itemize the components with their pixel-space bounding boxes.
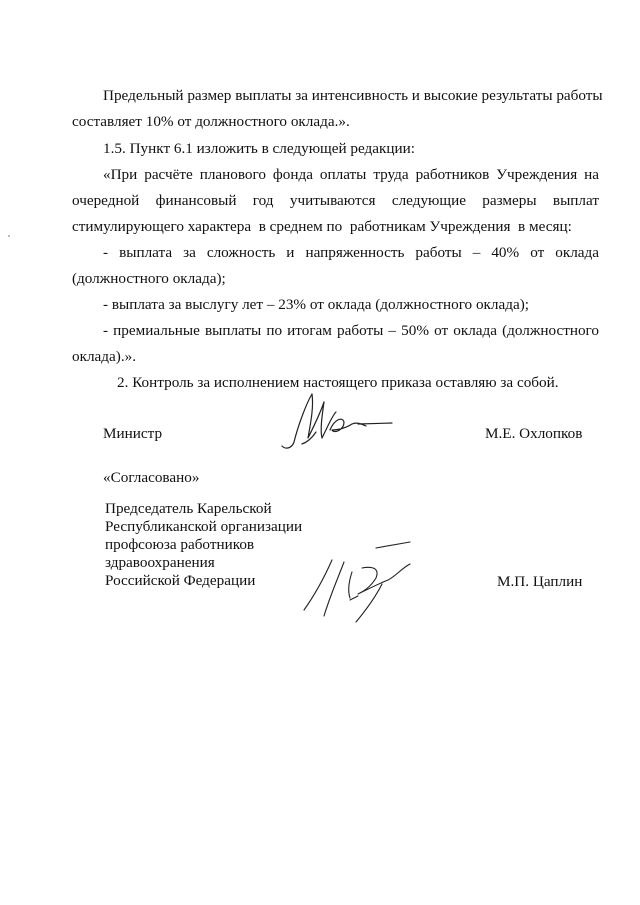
bullet-3-line-2: оклада).».: [72, 348, 137, 365]
scan-mark: [8, 235, 10, 237]
item-2: 2. Контроль за исполнением настоящего приказа оставляю за собой.: [117, 374, 559, 391]
chairman-title-line-5: Российской Федерации: [105, 572, 256, 589]
item-1-5: 1.5. Пункт 6.1 изложить в следующей редакции:: [103, 140, 416, 157]
minister-name: М.Е. Охлопков: [485, 425, 583, 442]
bullet-3-line-1: - премиальные выплаты по итогам работы – 50% от оклада (должностного: [103, 322, 599, 339]
bullet-2: - выплата за выслугу лет – 23% от оклада (должностного оклада);: [103, 296, 529, 313]
bullet-1-line-1: - выплата за сложность и напряженность работы – 40% от оклада: [103, 244, 599, 261]
chairman-title-line-4: здравоохранения: [105, 554, 215, 571]
agreed-label: «Согласовано»: [103, 469, 200, 486]
paragraph-1-line-1: Предельный размер выплаты за интенсивность и высокие результаты работы: [103, 87, 603, 104]
chairman-title-line-1: Председатель Карельской: [105, 500, 272, 517]
paragraph-2-line-1: «При расчёте планового фонда оплаты труда работников Учреждения на: [103, 166, 599, 183]
chairman-title-line-2: Республиканской организации: [105, 518, 303, 535]
paragraph-1-line-2: составляет 10% от должностного оклада.».: [72, 113, 350, 130]
minister-signature: [272, 386, 402, 456]
paragraph-2-line-2: очередной финансовый год учитываются следующие размеры выплат: [72, 192, 599, 209]
chairman-signature: [292, 538, 422, 628]
minister-title: Министр: [103, 425, 163, 442]
chairman-title-line-3: профсоюза работников: [105, 536, 255, 553]
paragraph-2-line-3: стимулирующего характера в среднем по работникам Учреждения в месяц:: [72, 218, 572, 235]
chairman-name: М.П. Цаплин: [497, 573, 583, 590]
bullet-1-line-2: (должностного оклада);: [72, 270, 226, 287]
